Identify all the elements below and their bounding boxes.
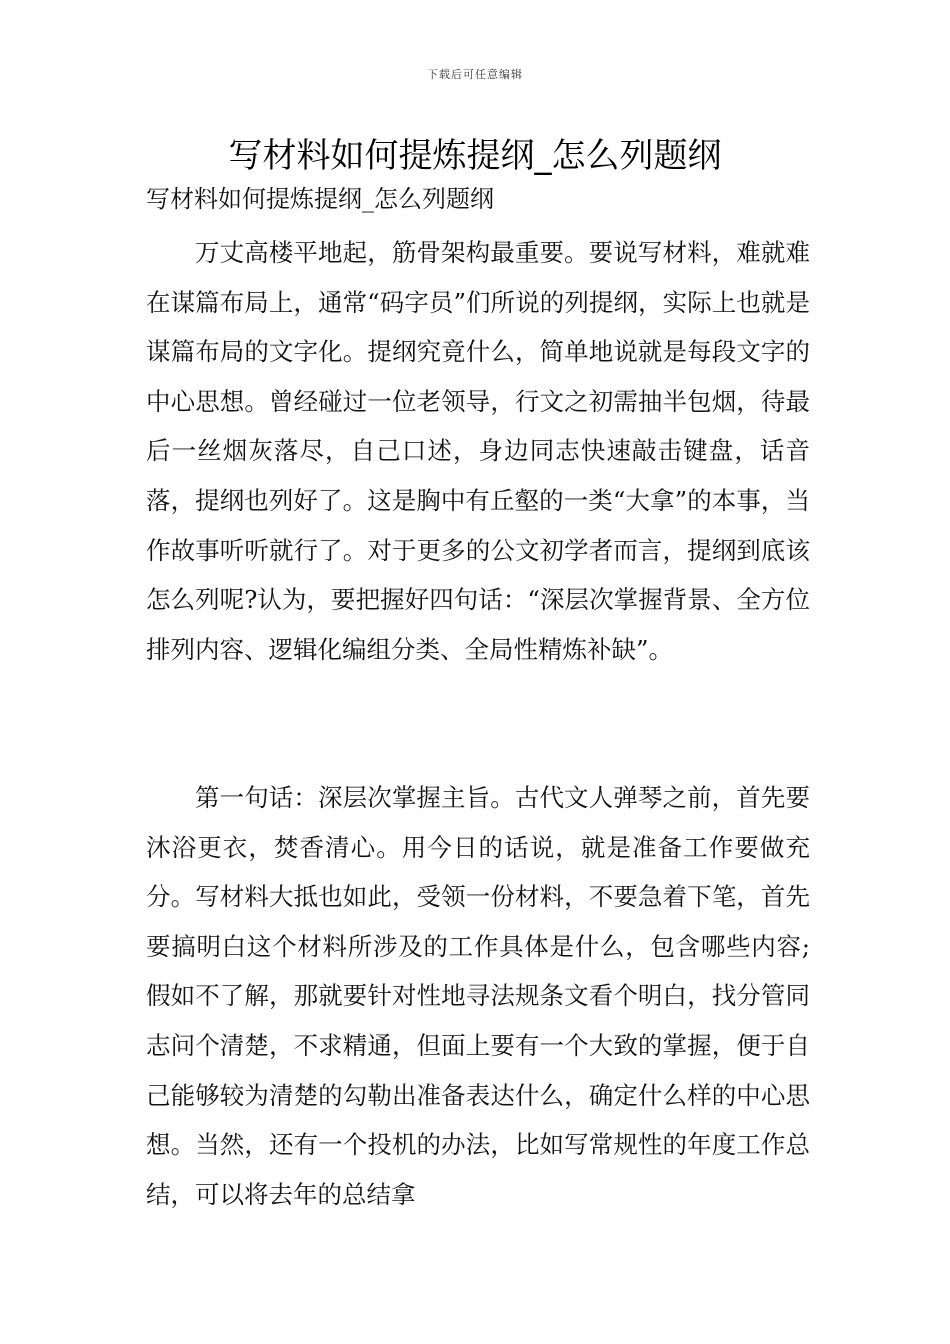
body-paragraph: 第一句话：深层次掌握主旨。古代文人弹琴之前，首先要沐浴更衣，焚香清心。用今日的话说，就是准备工作要做充分。写材料大抵也如此，受领一份材料，不要急着下笔，首先要搞明白这个材料所涉及的工作具体是什么，包含哪些内容;假如不了解，那就要针对性地寻法规条文看个明白，找分管同志问个清楚，不求精通，但面上要有一个大致的掌握，便于自己能够较为清楚的勾勒出准备表达什么，确定什么样的中心思想。当然，还有一个投机的办法，比如写常规性的年度工作总结，可以将去年的总结拿: [146, 783, 810, 1209]
header-note: 下载后可任意编辑: [427, 68, 523, 81]
document-title: 写材料如何提炼提纲_怎么列题纲: [228, 136, 722, 176]
document-subtitle: 写材料如何提炼提纲_怎么列题纲: [146, 185, 494, 213]
body-paragraph: 万丈高楼平地起，筋骨架构最重要。要说写材料，难就难在谋篇布局上，通常“码字员”们所说的列提纲，实际上也就是谋篇布局的文字化。提纲究竟什么，简单地说就是每段文字的中心思想。曾经碰过一位老领导，行文之初需抽半包烟，待最后一丝烟灰落尽，自己口述，身边同志快速敲击键盘，话音落，提纲也列好了。这是胸中有丘壑的一类“大拿”的本事，当作故事听听就行了。对于更多的公文初学者而言，提纲到底该怎么列呢?认为，要把握好四句话：“深层次掌握背景、全方位排列内容、逻辑化编组分类、全局性精炼补缺”。: [146, 238, 810, 664]
